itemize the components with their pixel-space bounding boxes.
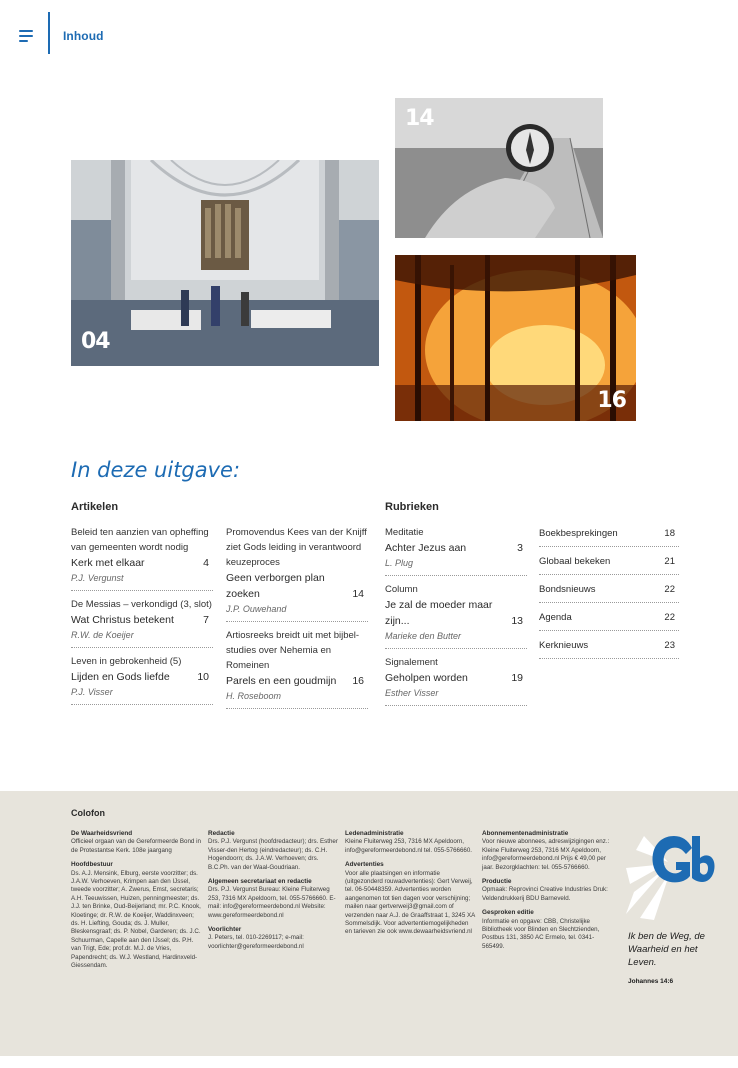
entry-author: H. Roseboom xyxy=(226,691,282,701)
page-title[interactable]: Inhoud xyxy=(63,29,104,43)
entry-intro: Leven in gebrokenheid (5) xyxy=(71,656,182,667)
entry-title: Bondsnieuws xyxy=(539,584,596,595)
photo-page-number: 04 xyxy=(81,329,110,354)
colofon-heading: Algemeen secretariaat en redactie xyxy=(208,878,312,886)
toc-entry[interactable] xyxy=(71,525,213,591)
colofon-text: Drs. P.J. Vergunst (hoofdredacteur); drs. Esther Visser-den Hertog (eindredacteur); ds. C.H. Hogendoorn; ds. J.A.W. Verhoeven; drs. B.C.Ph. van der Waal-Goudriaan. xyxy=(208,838,338,871)
colofon-heading: Voorlichter xyxy=(208,926,242,934)
entry-title: Lijden en Gods liefde xyxy=(71,671,170,683)
toc-entry[interactable] xyxy=(539,637,679,659)
entry-page: 7 xyxy=(203,614,209,626)
motto-reference: Johannes 14:6 xyxy=(628,978,674,985)
entry-author: P.J. Vergunst xyxy=(71,573,124,583)
entry-intro: Beleid ten aanzien van opheffing van gemeenten wordt nodig xyxy=(71,527,209,553)
entry-title: Boekbesprekingen xyxy=(539,528,618,539)
toc-entry[interactable] xyxy=(71,654,213,705)
entry-category: Meditatie xyxy=(385,527,424,538)
photo-page-number: 16 xyxy=(597,388,626,413)
colofon-column-1 xyxy=(71,830,201,977)
entry-category: Column xyxy=(385,584,418,595)
colofon-heading: Advertenties xyxy=(345,861,384,869)
toc-entry[interactable] xyxy=(226,525,368,622)
entry-title: Wat Christus betekent xyxy=(71,614,174,626)
menu-icon[interactable] xyxy=(19,30,33,42)
colofon-heading: Hoofdbestuur xyxy=(71,861,113,869)
colofon-heading: Gesproken editie xyxy=(482,909,534,917)
entry-title: Kerk met elkaar xyxy=(71,557,145,569)
church-illustration xyxy=(71,160,379,366)
entry-page: 13 xyxy=(511,615,523,627)
issue-title: In deze uitgave: xyxy=(71,458,241,482)
entry-author: Marieke den Butter xyxy=(385,631,462,641)
colofon-heading: De Waarheidsvriend xyxy=(71,830,133,837)
entry-author: R.W. de Koeijer xyxy=(71,630,134,640)
top-bar xyxy=(0,0,738,60)
entry-page: 4 xyxy=(203,557,209,569)
compass-photo[interactable] xyxy=(395,98,603,238)
entry-intro: De Messias – verkondigd (3, slot) xyxy=(71,599,212,610)
entry-page: 23 xyxy=(664,640,675,651)
colofon-text: Voor alle plaatsingen en informatie (uitgezonderd rouwadvertenties): Gert Verweij, tel. 06-50448359. Advertenties worden aangenomen tot tien dagen voor verschijning; mailen naar gertverweij3@gmail.com of verzenden naar A.J. de Graaffstraat 1, 3245 XA Sommelsdijk. Voor advertentiemogelijkheden en tarieven zie ook www.dewaarheidsvriend.nl xyxy=(345,869,475,936)
artikelen-column-1 xyxy=(71,525,213,711)
forest-fire-photo[interactable] xyxy=(395,255,636,421)
entry-author: Esther Visser xyxy=(385,688,439,698)
entry-author: P.J. Visser xyxy=(71,687,113,697)
colofon-heading: Productie xyxy=(482,878,512,886)
entry-title: Je zal de moeder maar zijn... xyxy=(385,599,493,627)
entry-title: Parels en een goudmijn xyxy=(226,675,337,687)
logo-icon xyxy=(626,828,716,920)
colofon-heading: Redactie xyxy=(208,830,235,837)
entry-title: Agenda xyxy=(539,612,572,623)
entry-page: 18 xyxy=(664,528,675,539)
colofon-title: Colofon xyxy=(71,808,105,818)
colofon-text: Kleine Fluiterweg 253, 7316 MX Apeldoorn, info@gereformeerdebond.nl tel. 055-5766660. xyxy=(345,838,473,854)
entry-page: 19 xyxy=(511,672,523,684)
toc-entry[interactable] xyxy=(71,597,213,648)
rubrieken-column-1 xyxy=(385,525,527,712)
entry-author: J.P. Ouwehand xyxy=(226,604,287,614)
entry-page: 16 xyxy=(352,675,364,687)
entry-page: 21 xyxy=(664,556,675,567)
toc-entry[interactable] xyxy=(539,609,679,631)
entry-page: 14 xyxy=(352,588,364,600)
toc-entry[interactable] xyxy=(385,525,527,576)
section-heading-rubrieken: Rubrieken xyxy=(385,501,439,513)
entry-page: 22 xyxy=(664,584,675,595)
section-heading-artikelen: Artikelen xyxy=(71,501,119,513)
colofon-text: Informatie en opgave: CBB, Christelijke Bibliotheek voor Blinden en Slechtzienden, Postbus 131, 3850 AC Ermelo, tel. 0341-565499. xyxy=(482,917,600,950)
entry-page: 3 xyxy=(517,542,523,554)
colofon-text: Ds. A.J. Mensink, Elburg, eerste voorzitter; ds. J.A.W. Verhoeven, Krimpen aan den IJssel, tweede voorzitter; A. Zwerus, Emst, secretaris; A.H. Teeuwissen, Huizen, penningmeester; ds. J.J. ten Brinke, Oud-Beijerland; mr. P.C. Knook, Kloetinge; dr. R.W. de Koeijer, Waddinxveen; ds. H. Liefting, Gouda; ds. J. Muller, Bleskensgraaf; ds. P. Nobel, Garderen; ds. J.C. Schuurman, Capelle aan den IJssel; ds. P.H. van Trigt, Ede; prof.dr. M.J. de Vries, Papendrecht; ds. W.J. Westland, Hardinxveld-Giessendam. xyxy=(71,869,201,970)
entry-author: L. Plug xyxy=(385,558,414,568)
colofon-column-3 xyxy=(345,830,475,943)
motto-quote: Ik ben de Weg, de Waarheid en het Leven. xyxy=(628,931,705,968)
entry-page: 22 xyxy=(664,612,675,623)
photo-page-number: 14 xyxy=(405,106,434,131)
rubrieken-column-2 xyxy=(539,525,679,665)
entry-title: Geen verborgen plan zoeken xyxy=(226,572,325,600)
artikelen-column-2 xyxy=(226,525,368,715)
entry-category: Signalement xyxy=(385,657,438,668)
colofon-heading: Ledenadministratie xyxy=(345,830,404,837)
toc-entry[interactable] xyxy=(539,553,679,575)
gereformeerde-bond-logo xyxy=(626,828,716,920)
entry-intro: Artiosreeks breidt uit met bijbel-studies over Nehemia en Romeinen xyxy=(226,630,360,671)
colofon-text: Drs. P.J. Vergunst Bureau: Kleine Fluiterweg 253, 7316 MX Apeldoorn, tel. 055-5766660. E-mail: info@gereformeerdebond.nl Website: www.gereformeerdebond.nl xyxy=(208,886,336,919)
colofon-text: J. Peters, tel. 010-2269117; e-mail: voorlichter@gereformeerdebond.nl xyxy=(208,934,304,950)
toc-entry[interactable] xyxy=(539,581,679,603)
entry-page: 10 xyxy=(197,671,209,683)
header-divider xyxy=(48,12,50,54)
colofon-heading: Abonnementenadministratie xyxy=(482,830,569,837)
colofon-text: Officieel orgaan van de Gereformeerde Bond in de Protestantse Kerk. 108e jaargang xyxy=(71,838,201,854)
entry-title: Achter Jezus aan xyxy=(385,542,467,554)
entry-title: Geholpen worden xyxy=(385,672,468,684)
toc-entry[interactable] xyxy=(539,525,679,547)
entry-title: Globaal bekeken xyxy=(539,556,611,567)
colofon-text: Opmaak: Reprovinci Creative Industries Druk: Veldendrukkerij BDU Barneveld. xyxy=(482,886,608,902)
church-bookstore-photo[interactable] xyxy=(71,160,379,366)
colofon-column-4 xyxy=(482,830,612,957)
toc-entry[interactable] xyxy=(385,582,527,649)
colofon-text: Voor nieuwe abonnees, adreswijzigingen enz.: Kleine Fluiterweg 253, 7316 MX Apeldoorn, info@gereformeerdebond.nl Prijs € 49,00 per jaar. Bezorgklachten: tel. 055-5766660. xyxy=(482,838,610,871)
entry-title: Kerknieuws xyxy=(539,640,589,651)
toc-entry[interactable] xyxy=(226,628,368,709)
colofon-column-2 xyxy=(208,830,338,957)
entry-intro: Promovendus Kees van der Knijff ziet Gods leiding in verantwoord keuzeproces xyxy=(226,527,367,568)
toc-entry[interactable] xyxy=(385,655,527,706)
